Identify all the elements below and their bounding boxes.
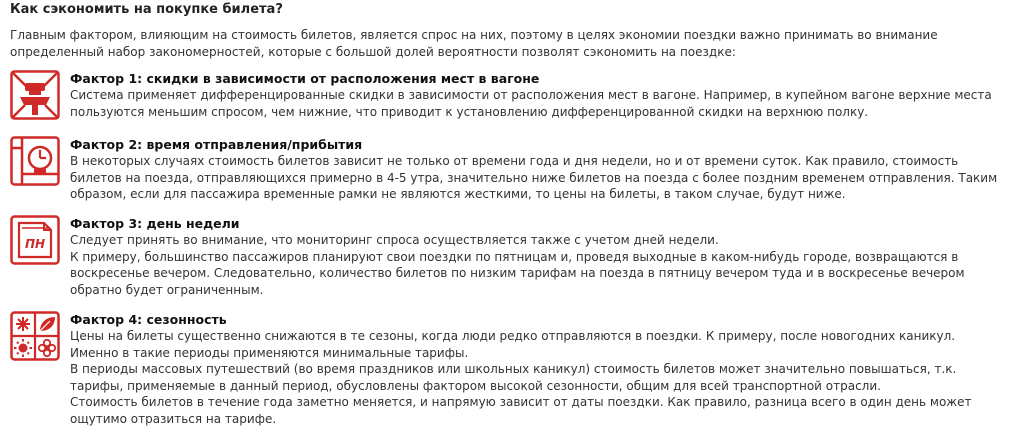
factor-text: Цены на билеты существенно снижаются в те сезоны, когда люди редко отправляются в поездки. К примеру, после новогодних каникул. Именно в такие периоды применяются минимальные тарифы. (70, 329, 956, 360)
factor-title: Фактор 4: сезонность (70, 312, 227, 327)
factor-title: Фактор 2: время отправления/прибытия (70, 137, 363, 152)
factor-title: Фактор 3: день недели (70, 216, 240, 231)
snowflake-icon (16, 317, 30, 331)
page-title: Как сэкономить на покупке билета? (10, 2, 283, 17)
clock-icon (10, 136, 60, 186)
seasons-icon (10, 311, 60, 361)
factor-text: К примеру, большинство пассажиров планируют свои поездки по пятницам и, проведя выходные в каком-нибудь городе, возвращаются в воскресенье вечером. Следовательно, количество билетов по низким тарифам на поезда в пятницу вечером туда и в воскресенье вечером обратно будет ограниченным. (70, 249, 965, 297)
factor-title: Фактор 1: скидки в зависимости от расположения мест в вагоне (70, 71, 540, 86)
factor-text: Система применяет дифференцированные скидки в зависимости от расположения мест в вагоне. Например, в купейном вагоне верхние места пользуются меньшим спросом, чем нижние, что приводит к установлению дифференцированной скидки на верхнюю полку. (70, 88, 992, 119)
calendar-day-label: ПН (24, 237, 46, 251)
sun-icon (14, 339, 32, 357)
factor-text: Стоимость билетов в течение года заметно меняется, и напрямую зависит от даты поездки. Как правило, разница всего в один день может ощутимо отразиться на тарифе. (70, 395, 972, 426)
calendar-icon (10, 215, 60, 265)
factor-text: В некоторых случаях стоимость билетов зависит не только от времени года и дня недели, но и от времени суток. Как правило, стоимость билетов на поезда, отправляющихся примерно в 4-5 утра, значительно ниже билетов на поезда с более поздним временем отправления. Таким образом, если для пассажира временные рамки не являются жесткими, то цены на билеты, в таком случае, будут ниже. (70, 154, 998, 201)
factor-text: В периоды массовых путешествий (во время праздников или школьных каникул) стоимость билетов может значительно повышаться, т.к. тарифы, применяемые в данный период, обусловлены фактором высокой сезонности, общим для всей транспортной отрасли. (70, 362, 957, 393)
factor-text: Следует принять во внимание, что мониторинг спроса осуществляется также с учетом дней недели. (70, 233, 719, 247)
intro-text: Главным фактором, влияющим на стоимость билетов, является спрос на них, поэтому в целях экономии поездки важно принимать во внимание определенный набор закономерностей, которые с большой долей вероятности позволят сэкономить на поездке: (10, 28, 938, 59)
train-seat-icon (10, 70, 60, 120)
